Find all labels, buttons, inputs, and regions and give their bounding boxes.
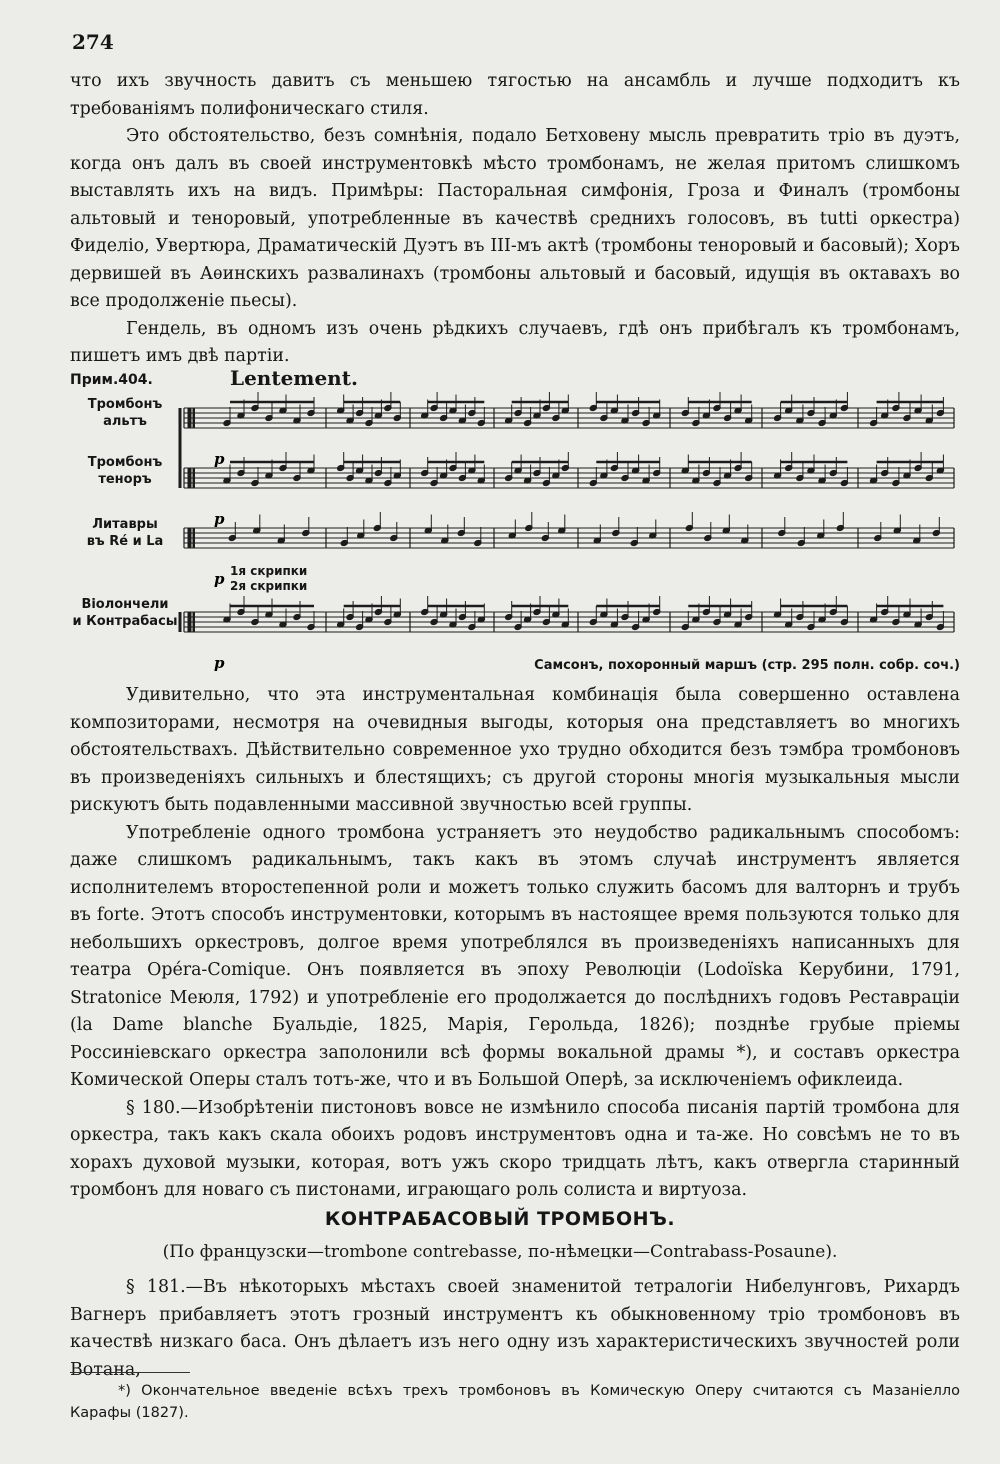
music-example: [70, 366, 960, 676]
section-title: КОНТРАБАСОВЫЙ ТРОМБОНЪ.: [324, 1208, 676, 1230]
text-block-bottom: [70, 682, 960, 1205]
instrument-label-alto-trombone: Тромбонъ альтъ: [87, 397, 163, 429]
section-subtitle: (По французски—trombone contrebasse, по-нѣмецки—Contrabass-Posaune).: [162, 1242, 838, 1262]
violins-label: 1я скрипки 2я скрипки: [230, 564, 308, 593]
instrument-label-timpani: Литавры въ Ré и La: [86, 517, 164, 549]
example-caption: Самсонъ, похоронный маршъ (стр. 295 полн. собр. соч.): [534, 658, 960, 673]
text-block-top: [70, 68, 960, 371]
paragraph: Удивительно, что эта инструментальная комбинація была совершенно оставлена композиторами, несмотря на очевидныя выгоды, которыя она представляетъ во многихъ обстоятельствахъ. Дѣйствительно современное ухо трудно обходится безъ тэмбра тромбоновъ въ произведеніяхъ сильныхъ и блестящихъ; съ другой стороны многія музыкальныя мысли рискуютъ быть подавленными массивной звучностью всей группы.: [70, 685, 960, 815]
clef-sign: [188, 528, 191, 548]
paragraph: § 181.—Въ нѣкоторыхъ мѣстахъ своей знаменитой тетралогіи Нибелунговъ, Рихардъ Вагнеръ прибавляетъ этотъ грозный инструментъ къ обыкновенному тріо тромбоновъ въ качествѣ низкаго баса. Онъ дѣлаетъ изъ него одну изъ характеристическихъ звучностей роли Вотана,: [70, 1277, 960, 1380]
dynamic-mark: p: [214, 450, 225, 468]
paragraph: § 180.—Изобрѣтеніи пистоновъ вовсе не измѣнило способа писанія партій тромбона для оркестра, такъ какъ скала обоихъ родовъ инструментовъ одна и та-же. Но совсѣмъ не то въ хорахъ духовой музыки, которая, вотъ ужъ скоро тридцать лѣтъ, какъ отвергла старинный тромбонъ для новаго съ пистонами, играющаго роль солиста и виртуоза.: [70, 1097, 960, 1200]
instrument-label-tenor-trombone: Тромбонъ теноръ: [87, 455, 163, 487]
clef-sign: [188, 468, 191, 488]
paragraph: что ихъ звучность давитъ съ меньшею тягостью на ансамбль и лучше подходитъ къ требованіямъ полифоническаго стиля.: [70, 71, 960, 119]
clef-sign: [193, 528, 195, 548]
clef-sign: [188, 612, 191, 632]
clef-sign: [188, 408, 191, 428]
paragraph: Гендель, въ одномъ изъ очень рѣдкихъ случаевъ, гдѣ онъ прибѣгалъ къ тромбонамъ, пишетъ имъ двѣ партіи.: [70, 318, 960, 366]
dynamic-mark: p: [214, 654, 225, 672]
clef-sign: [193, 468, 195, 488]
paragraph: Употребленіе одного тромбона устраняетъ это неудобство радикальнымъ способомъ: даже слишкомъ радикальнымъ, такъ какъ въ этомъ случаѣ инструментъ является исполнителемъ второстепенной роли и можетъ только служить басомъ для валторнъ и трубъ въ forte. Этотъ способъ инструментовки, которымъ въ настоящее время пользуются только для небольшихъ оркестровъ, долгое время употреблялся въ произведеніяхъ написанныхъ для театра Opéra-Comique. Онъ появляется въ эпоху Революціи (Lodoïska Керубини, 1791, Stratonice Меюля, 1792) и употребленіе его продолжается до послѣднихъ годовъ Реставраціи (la Dame blanche Буальдіе, 1825, Марія, Герольда, 1826); позднѣе грубые пріемы Россиніевскаго оркестра заполонили всѣ формы вокальной драмы *), и составъ оркестра Комической Оперы сталъ тотъ-же, что и въ Большой Оперѣ, за исключеніемъ офиклеида.: [70, 822, 960, 1090]
clef-sign: [193, 408, 195, 428]
footnote-rule: [70, 1372, 190, 1373]
example-label: Прим.404.: [70, 372, 153, 388]
instrument-label-cellos-basses: Віолончели и Контрабасы: [72, 597, 178, 629]
footnote: *) Окончательное введеніе всѣхъ трехъ тромбоновъ въ Комическую Оперу считаются съ Мазаніелло Карафы (1827).: [70, 1383, 960, 1421]
dynamic-mark: p: [214, 510, 225, 528]
paragraph: Это обстоятельство, безъ сомнѣнія, подало Бетховену мысль превратить тріо въ дуэтъ, когда онъ далъ въ своей инструментовкѣ мѣсто тромбонамъ, не желая притомъ слишкомъ выставлять ихъ на видъ. Примѣры: Пасторальная симфонія, Гроза и Финалъ (тромбоны альтовый и теноровый, употребленные въ качествѣ среднихъ голосовъ, въ tutti оркестра) Фиделіо, Увертюра, Драматическій Дуэтъ въ III-мъ актѣ (тромбоны теноровый и басовый); Хоръ дервишей въ Аѳинскихъ развалинахъ (тромбоны альтовый и басовый, идущія въ октавахъ во все продолженіе пьесы).: [70, 126, 960, 311]
dynamic-mark: p: [214, 570, 225, 588]
page-number: 274: [72, 30, 114, 54]
text-block-section: [70, 1274, 960, 1384]
clef-sign: [193, 612, 195, 632]
tempo-marking: Lentement.: [230, 366, 358, 390]
